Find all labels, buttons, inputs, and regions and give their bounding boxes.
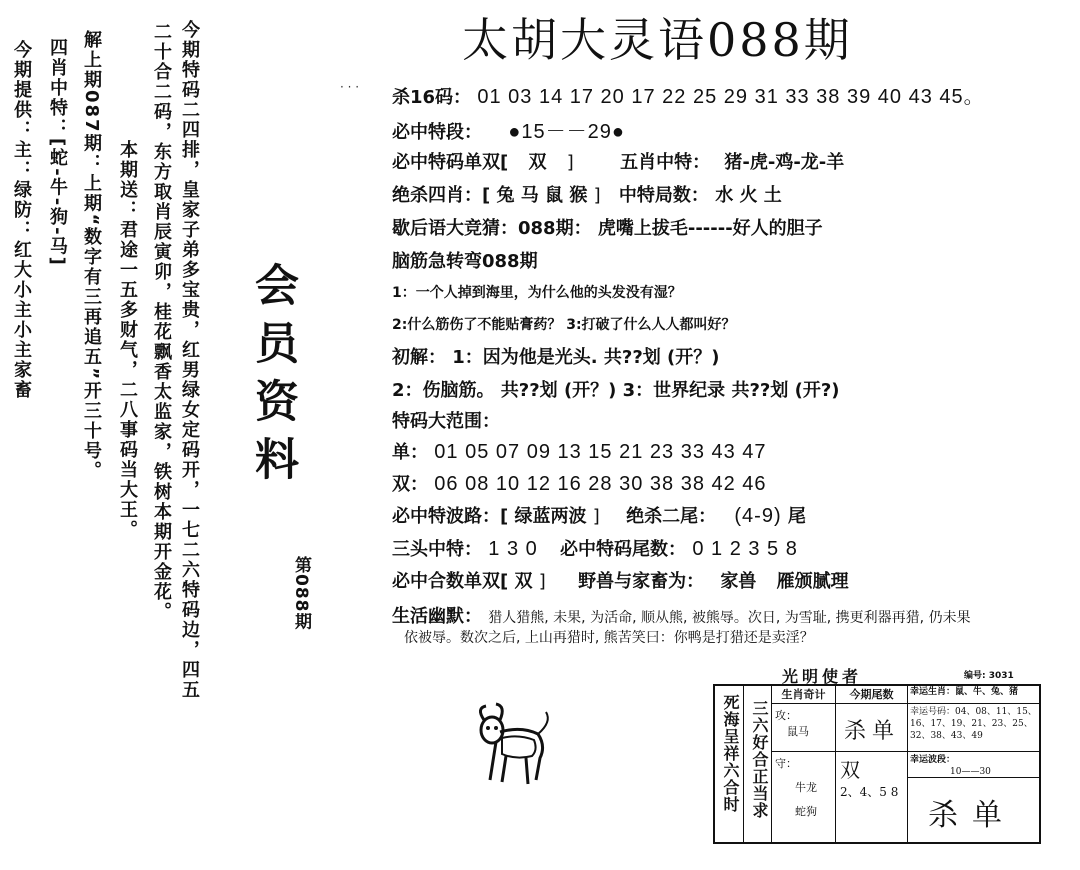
- segment-value: ●15－－29●: [508, 121, 625, 143]
- segment-line: [392, 115, 625, 144]
- kill-single: 杀单: [835, 704, 907, 752]
- riddle-line: [392, 214, 823, 240]
- answer-1-line: [392, 343, 720, 369]
- odd-numbers: 01 05 07 09 13 15 21 23 33 43 47: [434, 441, 767, 463]
- sum-label: 必中合数单双[: [392, 571, 509, 592]
- five-zodiac-value: 猪-虎-鸡-龙-羊: [724, 152, 845, 173]
- odd-label: 单：: [392, 442, 428, 463]
- left-column-4: 解上期087期：上期“数字有三再追五”开三十号。: [81, 30, 102, 482]
- tail-numbers: 2、4、5 8: [840, 785, 899, 799]
- messenger-number: 编号: 3031: [964, 671, 1014, 681]
- even-mark: 双: [840, 758, 860, 782]
- side-poem-left: 死海呈祥六合时: [721, 694, 740, 813]
- kill-tail-suffix: 尾: [787, 506, 806, 527]
- col3-header: 幸运生肖：鼠、牛、兔、猪: [907, 686, 1041, 704]
- humor-line-1: [392, 602, 971, 628]
- member-title: 会员资料: [247, 262, 298, 494]
- answer-2-3: 2：伤脑筋。 共??划 (开？) 3：世界纪录 共??划 (开?): [392, 380, 840, 401]
- elements-value: 水 火 土: [715, 185, 782, 206]
- side-poem-mid: 三六好合正当求: [743, 686, 771, 842]
- lucky-wave-cell: [907, 752, 1041, 778]
- lucky-wave-label: 幸运波段：: [910, 755, 956, 765]
- odd-even-line: [392, 148, 844, 174]
- brain-line: [392, 247, 538, 273]
- elements-label: 中特局数：: [618, 185, 709, 206]
- kill-single-big: 杀单: [907, 778, 1041, 842]
- left-column-3: 本期送：君途一五多财气，二八事码当大王。: [117, 140, 138, 540]
- answer-1: 1：因为他是光头. 共??划 (开？): [452, 347, 720, 368]
- range-label: 特码大范围：: [392, 411, 500, 432]
- lucky-wave-value: 10——30: [950, 767, 991, 777]
- humor-text-1: 猎人猎熊, 未果, 为活命, 顺从熊, 被熊辱。次日, 为雪耻, 携更利器再猎, 仍未果: [488, 610, 971, 626]
- even-numbers-line: [392, 470, 767, 496]
- kill4-label: 绝杀四肖：[: [392, 185, 491, 206]
- odd-numbers-line: [392, 438, 767, 464]
- headline-title: 太胡大灵语088期: [462, 13, 853, 67]
- head-value: 1 3 0: [488, 538, 538, 560]
- even-label: 双：: [392, 474, 428, 495]
- head-tail-line: [392, 535, 798, 561]
- tail-label: 必中特码尾数：: [560, 539, 687, 560]
- left-column-2: 二十合二码，东方取肖辰寅卯，桂花飘香太监家，铁树本期开金花。: [151, 22, 172, 622]
- attack-label: 攻：: [775, 709, 797, 722]
- tail-value: 0 1 2 3 5 8: [692, 538, 798, 560]
- wave-label: 必中特波路：[: [392, 506, 509, 527]
- sum-line: [392, 567, 849, 593]
- odd-even-label: 必中特码单双[: [392, 152, 509, 173]
- question-2-3: 2:什么筋伤了不能贴膏药？ 3:打破了什么人人都叫好？: [392, 317, 736, 333]
- brain-label: 脑筋急转弯088期: [392, 251, 538, 272]
- defend-value-2: 蛇狗: [795, 805, 817, 818]
- sum-close: ]: [538, 571, 546, 592]
- lucky-numbers: 幸运号码：04、08、11、15、16、17、19、21、23、25、32、38、43、49: [907, 704, 1041, 752]
- attack-value: 鼠马: [787, 725, 809, 738]
- kill-tail-label: 绝杀二尾：: [626, 506, 717, 527]
- tail-cell: [835, 752, 907, 842]
- left-column-6: 今期提供：主：绿防：红大小主小主家畜: [11, 40, 32, 400]
- left-column-5: 四肖中特：[蛇-牛-狗-马]: [47, 38, 68, 267]
- kill4-close: ]: [593, 185, 601, 206]
- sum-value: 双: [514, 571, 533, 592]
- humor-label: 生活幽默：: [392, 606, 482, 627]
- even-numbers: 06 08 10 12 16 28 30 38 38 42 46: [434, 473, 767, 495]
- wave-close: ]: [592, 506, 600, 527]
- defend-cell: [771, 752, 835, 842]
- kill16-line: [392, 80, 985, 109]
- answer-label: 初解：: [392, 347, 446, 368]
- wave-line: [392, 502, 806, 528]
- attack-cell: [771, 704, 835, 752]
- question-1: 1：一个人掉到海里，为什么他的头发没有湿？: [392, 285, 682, 301]
- riddle-value: 虎嘴上拔毛------好人的胆子: [597, 218, 823, 239]
- wave-value: 绿蓝两波: [514, 506, 587, 527]
- beast-value: 家兽: [720, 571, 757, 592]
- beast-extra: 雁颁腻理: [776, 571, 849, 592]
- messenger-title: 光明使者: [782, 667, 863, 686]
- kill16-numbers: 01 03 14 17 20 17 22 25 29 31 33 38 39 40 43 45。: [477, 86, 985, 108]
- defend-label: 守：: [775, 757, 797, 770]
- left-column-1: 今期特码二四排，皇家子弟多宝贵，红男绿女定码开，一七二六特码边，四五: [179, 20, 200, 700]
- humor-text-2: 依被辱。数次之后, 上山再猎时, 熊苦笑曰：你鸭是打猎还是卖淫？: [404, 630, 814, 646]
- kill16-label: 杀16码：: [392, 87, 472, 108]
- issue-label: 第088期: [291, 556, 311, 631]
- kill4-line: [392, 181, 782, 207]
- ox-illustration: [466, 700, 556, 790]
- col2-header: 今期尾数: [835, 686, 907, 704]
- segment-label: 必中特段：: [392, 122, 482, 143]
- kill4-value: 兔 马 鼠 猴: [496, 185, 588, 206]
- odd-even-close: ]: [566, 152, 574, 173]
- beast-label: 野兽与家畜为：: [578, 571, 705, 592]
- head-label: 三头中特：: [392, 539, 482, 560]
- kill-tail-value: (4-9): [734, 505, 782, 527]
- five-zodiac-label: 五肖中特：: [620, 152, 711, 173]
- col1-header: 生肖奇计: [771, 686, 835, 704]
- messenger-table: [713, 684, 1041, 844]
- dot-divider: · · ·: [340, 80, 360, 94]
- defend-value-1: 牛龙: [795, 781, 817, 794]
- odd-even-value: 双: [528, 152, 547, 173]
- riddle-label: 歇后语大竞猜：088期：: [392, 218, 592, 239]
